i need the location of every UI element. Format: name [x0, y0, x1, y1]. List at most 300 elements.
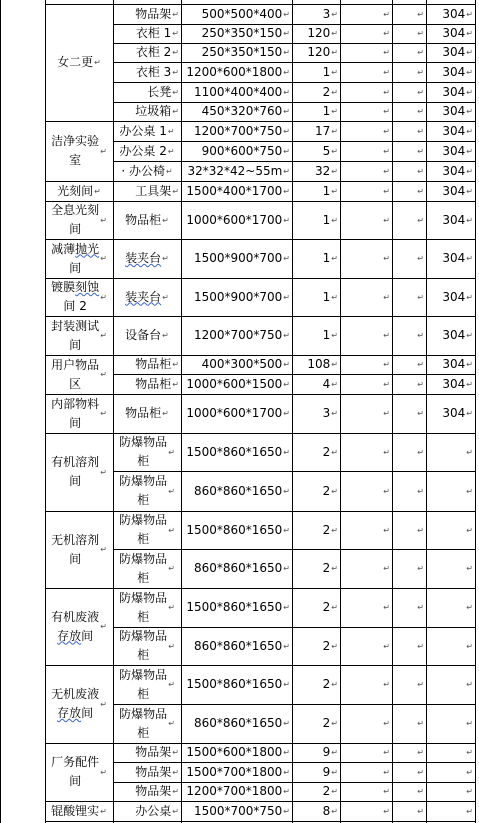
blank-cell	[340, 316, 392, 355]
size-cell	[181, 355, 292, 374]
area-name-cell-text: 锟酸锂实	[51, 803, 100, 818]
blank-cell	[340, 588, 392, 627]
area-name-cell-text: 有机废液存放间	[51, 609, 100, 643]
paragraph-mark-icon: ↵	[168, 564, 175, 573]
quantity-cell-text: 5	[322, 143, 331, 158]
paragraph-mark-icon: ↵	[466, 360, 473, 369]
size-cell-text: 1200*700*1800	[186, 784, 283, 798]
paragraph-mark-icon: ↵	[417, 331, 424, 340]
size-cell-text: 1500*600*1800	[186, 745, 283, 759]
size-cell	[181, 201, 292, 239]
size-cell	[181, 278, 292, 316]
item-name-cell-text: 防爆物品柜	[119, 435, 168, 468]
paragraph-mark-icon: ↵	[331, 680, 338, 689]
blank-cell	[340, 4, 392, 24]
paragraph-mark-icon: ↵	[94, 58, 101, 67]
paragraph-mark-icon: ↵	[331, 447, 338, 457]
blank-cell	[392, 355, 426, 374]
blank-cell	[340, 239, 392, 278]
paragraph-mark-icon: ↵	[283, 331, 290, 340]
paragraph-mark-icon: ↵	[162, 215, 169, 225]
paragraph-mark-icon: ↵	[466, 292, 473, 302]
paragraph-mark-icon: ↵	[331, 331, 338, 340]
paragraph-mark-icon: ↵	[283, 486, 290, 496]
paragraph-mark-icon: ↵	[283, 87, 290, 97]
material-cell	[426, 433, 475, 471]
paragraph-mark-icon: ↵	[94, 186, 101, 196]
blank-cell	[340, 102, 392, 121]
paragraph-mark-icon: ↵	[283, 126, 290, 136]
area-name-cell-text: 女二更	[57, 55, 94, 69]
material-cell	[426, 102, 475, 121]
size-cell	[181, 374, 292, 394]
paragraph-mark-icon: ↵	[466, 748, 473, 757]
paragraph-mark-icon: ↵	[172, 806, 179, 816]
item-name-cell	[113, 394, 181, 433]
quantity-cell-text: 2	[322, 716, 331, 730]
blank-cell	[392, 316, 426, 355]
paragraph-mark-icon: ↵	[331, 719, 338, 728]
paragraph-mark-icon: ↵	[383, 719, 390, 728]
paragraph-mark-icon: ↵	[383, 486, 390, 496]
size-cell	[181, 24, 292, 43]
paragraph-mark-icon: ↵	[100, 331, 107, 340]
paragraph-mark-icon: ↵	[466, 67, 473, 77]
quantity-cell	[292, 374, 340, 394]
paragraph-mark-icon: ↵	[283, 603, 290, 612]
material-cell	[426, 161, 475, 181]
paragraph-mark-icon: ↵	[466, 641, 473, 651]
quantity-cell	[292, 549, 340, 588]
paragraph-mark-icon: ↵	[172, 186, 179, 196]
item-name-cell	[113, 762, 181, 782]
size-cell-text: 400*300*500	[201, 357, 283, 371]
size-cell	[181, 394, 292, 433]
paragraph-mark-icon: ↵	[466, 486, 473, 496]
quantity-cell	[292, 704, 340, 743]
paragraph-mark-icon: ↵	[417, 215, 424, 225]
item-name-cell	[113, 588, 181, 627]
paragraph-mark-icon: ↵	[417, 680, 424, 689]
size-cell-text: 1200*700*750	[193, 123, 283, 138]
paragraph-mark-icon: ↵	[466, 564, 473, 573]
item-name-cell-text: 防爆物品柜	[119, 590, 168, 624]
paragraph-mark-icon: ↵	[383, 67, 390, 77]
quantity-cell	[292, 121, 340, 141]
item-name-cell-text: 物品柜	[125, 212, 162, 227]
quantity-cell	[292, 278, 340, 316]
quantity-cell	[292, 394, 340, 433]
paragraph-mark-icon: ↵	[168, 525, 175, 535]
paragraph-mark-icon: ↵	[331, 409, 338, 418]
paragraph-mark-icon: ↵	[383, 87, 390, 97]
item-name-cell	[113, 355, 181, 374]
item-name-cell	[113, 782, 181, 801]
paragraph-mark-icon: ↵	[417, 9, 424, 19]
blank-cell	[392, 433, 426, 471]
blank-cell	[340, 201, 392, 239]
table-gridline	[475, 0, 476, 823]
blank-cell	[340, 62, 392, 82]
quantity-cell	[292, 433, 340, 471]
area-name-cell-text: 有机溶剂间	[51, 455, 100, 488]
blank-cell	[340, 394, 392, 433]
paragraph-mark-icon: ↵	[331, 486, 338, 496]
blank-cell	[340, 743, 392, 762]
paragraph-mark-icon: ↵	[283, 719, 290, 728]
blank-cell	[340, 278, 392, 316]
size-cell-text: 1500*900*700	[193, 289, 283, 304]
paragraph-mark-icon: ↵	[417, 806, 424, 816]
paragraph-mark-icon: ↵	[466, 146, 473, 156]
item-name-cell-text: 办公桌	[135, 803, 172, 818]
paragraph-mark-icon: ↵	[168, 603, 175, 612]
paragraph-mark-icon: ↵	[283, 48, 290, 57]
size-cell	[181, 121, 292, 141]
blank-cell	[340, 374, 392, 394]
paragraph-mark-icon: ↵	[417, 748, 424, 757]
item-name-cell-text: 防爆物品柜	[119, 706, 168, 740]
item-name-cell	[113, 181, 181, 201]
paragraph-mark-icon: ↵	[383, 379, 390, 389]
material-cell-text: 304	[442, 289, 466, 304]
item-name-cell	[113, 141, 181, 161]
size-cell-text: 1500*860*1650	[186, 522, 283, 537]
quantity-cell	[292, 665, 340, 704]
paragraph-mark-icon: ↵	[168, 447, 175, 457]
size-cell-text: 860*860*1650	[193, 638, 283, 653]
paragraph-mark-icon: ↵	[172, 29, 179, 38]
size-cell	[181, 102, 292, 121]
item-name-cell-text: 物品柜	[125, 406, 162, 420]
area-name-cell-text: 减薄抛光间	[51, 241, 100, 275]
area-name-cell	[45, 588, 113, 665]
quantity-cell-text: 1	[322, 328, 331, 342]
item-name-cell	[113, 43, 181, 62]
material-cell	[426, 355, 475, 374]
paragraph-mark-icon: ↵	[383, 166, 390, 176]
item-name-cell-text: · 办公椅	[121, 163, 165, 178]
blank-cell	[392, 141, 426, 161]
area-name-cell	[45, 665, 113, 743]
area-name-cell	[45, 433, 113, 511]
paragraph-mark-icon: ↵	[172, 48, 179, 57]
paragraph-mark-icon: ↵	[383, 331, 390, 340]
paragraph-mark-icon: ↵	[417, 641, 424, 651]
blank-cell	[340, 43, 392, 62]
material-cell	[426, 704, 475, 743]
paragraph-mark-icon: ↵	[417, 254, 424, 263]
blank-cell	[392, 121, 426, 141]
paragraph-mark-icon: ↵	[383, 447, 390, 457]
blank-cell	[392, 801, 426, 821]
item-name-cell-text: 物品架	[135, 764, 172, 779]
quantity-cell-text: 2	[322, 444, 331, 459]
material-cell	[426, 316, 475, 355]
blank-cell	[392, 588, 426, 627]
material-cell-text: 304	[442, 104, 466, 118]
paragraph-mark-icon: ↵	[331, 564, 338, 573]
size-cell	[181, 43, 292, 62]
material-cell	[426, 43, 475, 62]
size-cell-text: 1500*700*1800	[186, 764, 283, 779]
paragraph-mark-icon: ↵	[283, 107, 290, 116]
paragraph-mark-icon: ↵	[466, 767, 473, 777]
area-name-cell-text: 内部物料间	[51, 396, 100, 430]
blank-cell	[392, 82, 426, 102]
quantity-cell-text: 1	[322, 183, 331, 198]
material-cell	[426, 782, 475, 801]
table-gridline	[0, 0, 1, 823]
area-name-cell-text: 封装测试间	[51, 318, 100, 352]
paragraph-mark-icon: ↵	[383, 787, 390, 796]
size-cell-text: 1500*860*1650	[186, 444, 283, 459]
paragraph-mark-icon: ↵	[331, 292, 338, 302]
blank-cell	[392, 102, 426, 121]
item-name-cell	[113, 627, 181, 665]
paragraph-mark-icon: ↵	[417, 166, 424, 176]
paragraph-mark-icon: ↵	[466, 447, 473, 457]
size-cell-text: 1500*860*1650	[186, 600, 283, 614]
area-name-cell	[45, 4, 113, 121]
area-name-cell	[45, 239, 113, 278]
paragraph-mark-icon: ↵	[466, 525, 473, 535]
quantity-cell-text: 3	[322, 6, 331, 21]
blank-cell	[340, 511, 392, 549]
quantity-cell-text: 3	[322, 406, 331, 420]
size-cell	[181, 471, 292, 511]
size-cell-text: 450*320*760	[201, 104, 283, 118]
quantity-cell	[292, 82, 340, 102]
quantity-cell-text: 17	[315, 123, 331, 138]
paragraph-mark-icon: ↵	[466, 680, 473, 689]
quantity-cell-text: 9	[322, 764, 331, 779]
item-name-cell-text: 防爆物品柜	[119, 474, 168, 507]
quantity-cell	[292, 24, 340, 43]
paragraph-mark-icon: ↵	[383, 292, 390, 302]
paragraph-mark-icon: ↵	[417, 186, 424, 196]
paragraph-mark-icon: ↵	[331, 9, 338, 19]
paragraph-mark-icon: ↵	[100, 806, 107, 816]
blank-cell	[392, 4, 426, 24]
quantity-cell-text: 8	[322, 803, 331, 818]
paragraph-mark-icon: ↵	[283, 67, 290, 77]
quantity-cell	[292, 627, 340, 665]
quantity-cell-text: 1	[322, 64, 331, 79]
area-name-cell-text: 用户物品区	[51, 357, 100, 391]
paragraph-mark-icon: ↵	[417, 360, 424, 369]
paragraph-mark-icon: ↵	[331, 166, 338, 176]
paragraph-mark-icon: ↵	[417, 146, 424, 156]
quantity-cell-text: 9	[322, 745, 331, 759]
paragraph-mark-icon: ↵	[466, 719, 473, 728]
paragraph-mark-icon: ↵	[466, 331, 473, 340]
paragraph-mark-icon: ↵	[417, 126, 424, 136]
item-name-cell-text: 办公桌 1	[119, 123, 167, 138]
size-cell	[181, 511, 292, 549]
size-cell	[181, 665, 292, 704]
paragraph-mark-icon: ↵	[283, 254, 290, 263]
paragraph-mark-icon: ↵	[283, 680, 290, 689]
blank-cell	[392, 743, 426, 762]
paragraph-mark-icon: ↵	[283, 186, 290, 196]
quantity-cell-text: 2	[322, 84, 331, 99]
size-cell-text: 1500*900*700	[193, 251, 283, 265]
material-cell	[426, 374, 475, 394]
paragraph-mark-icon: ↵	[100, 467, 107, 477]
paragraph-mark-icon: ↵	[383, 48, 390, 57]
paragraph-mark-icon: ↵	[417, 603, 424, 612]
material-cell	[426, 4, 475, 24]
size-cell	[181, 588, 292, 627]
material-cell-text: 304	[442, 45, 466, 59]
material-cell	[426, 801, 475, 821]
paragraph-mark-icon: ↵	[172, 379, 179, 389]
size-cell	[181, 762, 292, 782]
material-cell-text: 304	[442, 123, 466, 138]
paragraph-mark-icon: ↵	[331, 48, 338, 57]
paragraph-mark-icon: ↵	[466, 87, 473, 97]
spellcheck-underline: 抛光	[75, 241, 100, 256]
size-cell	[181, 62, 292, 82]
material-cell	[426, 278, 475, 316]
area-name-cell	[45, 121, 113, 181]
material-cell	[426, 394, 475, 433]
paragraph-mark-icon: ↵	[466, 806, 473, 816]
blank-cell	[340, 704, 392, 743]
quantity-cell	[292, 588, 340, 627]
blank-cell	[392, 704, 426, 743]
material-cell	[426, 762, 475, 782]
paragraph-mark-icon: ↵	[417, 107, 424, 116]
item-name-cell-text: 工具架	[135, 183, 172, 198]
size-cell	[181, 141, 292, 161]
size-cell-text: 1500*700*750	[193, 803, 283, 818]
item-name-cell-text: 防爆物品柜	[119, 667, 168, 701]
paragraph-mark-icon: ↵	[283, 787, 290, 796]
material-cell	[426, 201, 475, 239]
paragraph-mark-icon: ↵	[383, 186, 390, 196]
blank-cell	[392, 24, 426, 43]
paragraph-mark-icon: ↵	[417, 292, 424, 302]
spellcheck-underline: 刻蚀	[75, 280, 100, 294]
paragraph-mark-icon: ↵	[466, 409, 473, 418]
size-cell-text: 860*860*1650	[193, 716, 283, 730]
paragraph-mark-icon: ↵	[172, 767, 179, 777]
paragraph-mark-icon: ↵	[172, 107, 179, 116]
table-gridline	[45, 821, 476, 822]
paragraph-mark-icon: ↵	[172, 787, 179, 796]
paragraph-mark-icon: ↵	[168, 719, 175, 728]
size-cell-text: 1000*600*1700	[186, 406, 283, 420]
paragraph-mark-icon: ↵	[167, 126, 175, 136]
material-cell	[426, 588, 475, 627]
material-cell-text: 304	[442, 183, 466, 198]
paragraph-mark-icon: ↵	[283, 215, 290, 225]
paragraph-mark-icon: ↵	[383, 9, 390, 19]
material-cell-text: 304	[442, 84, 466, 99]
blank-cell	[392, 374, 426, 394]
item-name-cell-text: 物品架	[135, 784, 172, 798]
area-name-cell	[45, 181, 113, 201]
paragraph-mark-icon: ↵	[100, 146, 107, 156]
paragraph-mark-icon: ↵	[100, 292, 107, 302]
quantity-cell	[292, 471, 340, 511]
material-cell-text: 304	[442, 64, 466, 79]
paragraph-mark-icon: ↵	[383, 525, 390, 535]
item-name-cell-text	[125, 249, 161, 268]
area-name-cell	[45, 278, 113, 316]
area-name-cell-text: 无机废液存放间	[51, 687, 100, 720]
size-cell-text: 1200*700*750	[193, 328, 283, 342]
material-cell	[426, 511, 475, 549]
item-name-cell	[113, 102, 181, 121]
paragraph-mark-icon: ↵	[466, 254, 473, 263]
size-cell	[181, 82, 292, 102]
paragraph-mark-icon: ↵	[466, 215, 473, 225]
material-cell	[426, 549, 475, 588]
blank-cell	[340, 355, 392, 374]
quantity-cell	[292, 201, 340, 239]
blank-cell	[392, 762, 426, 782]
blank-cell	[340, 161, 392, 181]
item-name-cell	[113, 316, 181, 355]
paragraph-mark-icon: ↵	[168, 486, 175, 496]
size-cell-text: 1000*600*1500	[186, 376, 283, 391]
item-name-cell	[113, 62, 181, 82]
paragraph-mark-icon: ↵	[331, 87, 338, 97]
paragraph-mark-icon: ↵	[417, 87, 424, 97]
size-cell	[181, 316, 292, 355]
paragraph-mark-icon: ↵	[283, 360, 290, 369]
quantity-cell	[292, 743, 340, 762]
quantity-cell-text: 2	[322, 677, 331, 691]
blank-cell	[392, 239, 426, 278]
material-cell	[426, 239, 475, 278]
item-name-cell-text: 防爆物品柜	[119, 551, 168, 585]
quantity-cell	[292, 355, 340, 374]
quantity-cell	[292, 4, 340, 24]
paragraph-mark-icon: ↵	[466, 787, 473, 796]
paragraph-mark-icon: ↵	[383, 29, 390, 38]
paragraph-mark-icon: ↵	[331, 360, 338, 369]
paragraph-mark-icon: ↵	[466, 166, 473, 176]
quantity-cell	[292, 762, 340, 782]
item-name-cell	[113, 511, 181, 549]
paragraph-mark-icon: ↵	[383, 409, 390, 418]
paragraph-mark-icon: ↵	[383, 806, 390, 816]
blank-cell	[340, 121, 392, 141]
paragraph-mark-icon: ↵	[283, 767, 290, 777]
paragraph-mark-icon: ↵	[168, 680, 175, 689]
quantity-cell	[292, 801, 340, 821]
quantity-cell-text: 1	[322, 289, 331, 304]
paragraph-mark-icon: ↵	[331, 215, 338, 225]
spellcheck-underline: 存放	[57, 628, 82, 643]
quantity-cell	[292, 239, 340, 278]
paragraph-mark-icon: ↵	[331, 806, 338, 816]
item-name-cell-text: 防爆物品柜	[119, 629, 168, 662]
paragraph-mark-icon: ↵	[383, 254, 390, 263]
material-cell-text: 304	[442, 143, 466, 158]
area-name-cell	[45, 743, 113, 801]
blank-cell	[340, 782, 392, 801]
blank-cell	[392, 43, 426, 62]
quantity-cell	[292, 43, 340, 62]
item-name-cell	[113, 374, 181, 394]
paragraph-mark-icon: ↵	[172, 87, 179, 97]
item-name-cell-text: 垃圾箱	[135, 104, 172, 118]
